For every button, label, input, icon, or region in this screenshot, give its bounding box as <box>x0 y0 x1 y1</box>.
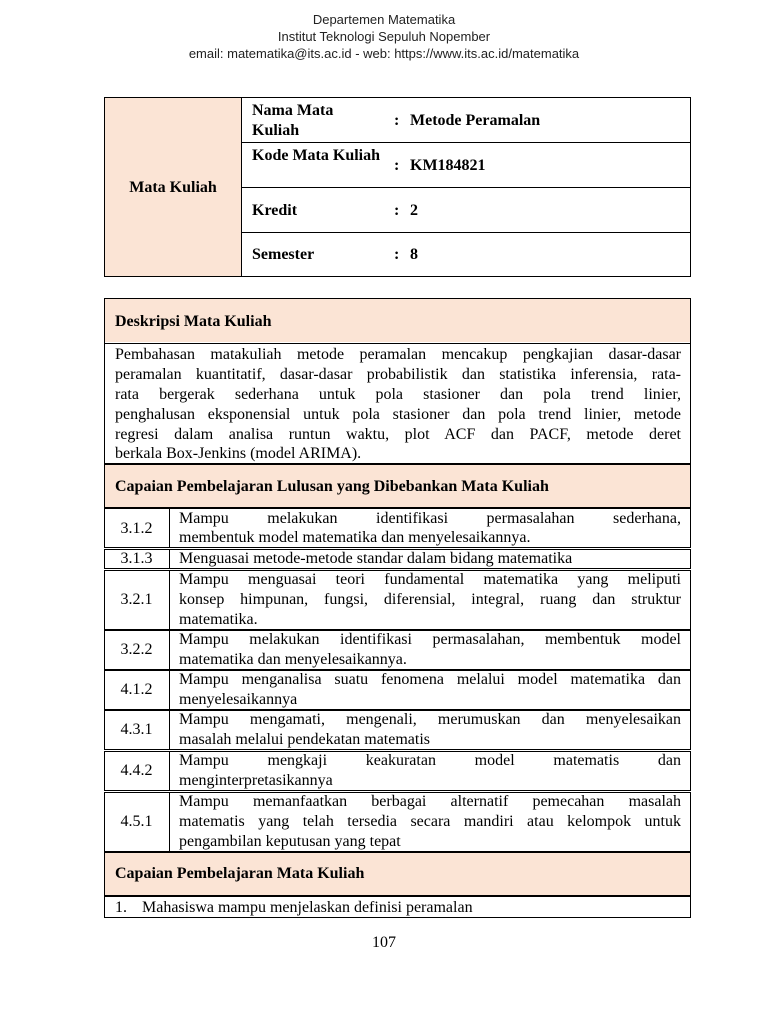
credit-value: 2 <box>410 202 418 219</box>
cpl-text-line: menginterpretasikannya <box>179 772 333 789</box>
cpl-code: 4.3.1 <box>120 721 153 738</box>
cpl-text-line: matematika dan menyelesaikannya. <box>179 651 407 668</box>
course-section-label: Mata Kuliah <box>129 179 217 196</box>
course-code-value: KM184821 <box>410 157 486 174</box>
cpl-text-line: Mampu mengkaji keakuratan model matematis dan <box>179 752 681 769</box>
cpl-text-line: Mampu menguasai teori fundamental matematika yang meliputi <box>179 571 681 588</box>
semester-value: 8 <box>410 246 418 263</box>
course-code-colon: : <box>394 157 400 174</box>
cpl-heading: Capaian Pembelajaran Lulusan yang Dibebankan Mata Kuliah <box>115 478 549 495</box>
cpl-text-line: membentuk model matematika dan menyelesaikannya. <box>179 529 531 546</box>
cpl-text-line: Mampu mengamati, mengenali, merumuskan dan menyelesaikan <box>179 711 681 728</box>
credit-label: Kredit <box>252 202 298 219</box>
course-code-label: Kode Mata Kuliah <box>252 147 381 164</box>
cpl-text-line: Mampu menganalisa suatu fenomena melalui model matematika dan <box>179 671 681 688</box>
description-line: Pembahasan matakuliah metode peramalan mencakup pengkajian dasar-dasar <box>115 346 681 363</box>
cpl-text-line: pengambilan keputusan yang tepat <box>179 833 401 850</box>
description-line: penghalusan eksponensial untuk pola stasioner dan pola trend linier, metode <box>115 406 681 423</box>
cpl-text-line: menyelesaikannya <box>179 691 298 708</box>
page-number: 107 <box>372 934 396 951</box>
contact-line: email: matematika@its.ac.id - web: https://www.its.ac.id/matematika <box>188 46 580 61</box>
cpl-text-line: konsep himpunan, fungsi, diferensial, integral, ruang dan struktur <box>179 591 681 608</box>
cpl-code: 3.1.2 <box>120 520 153 537</box>
credit-colon: : <box>394 202 400 219</box>
description-line: regresi dalam analisa runtun waktu, plot ACF dan PACF, metode deret <box>115 426 681 443</box>
institute-name: Institut Teknologi Sepuluh Nopember <box>277 29 491 44</box>
course-name-value: Metode Peramalan <box>410 112 541 129</box>
cpl-code: 3.1.3 <box>120 550 153 567</box>
description-line: peramalan kuantitatif, dasar-dasar probabilistik dan statistika inferensia, rata- <box>115 366 681 383</box>
cpl-text-line: matematika. <box>179 611 258 628</box>
cpmk-heading: Capaian Pembelajaran Mata Kuliah <box>115 865 365 882</box>
cpl-text-line: Menguasai metode-metode standar dalam bidang matematika <box>179 550 573 567</box>
description-heading: Deskripsi Mata Kuliah <box>115 313 272 330</box>
cpl-code: 4.4.2 <box>120 762 153 779</box>
cpl-text-line: matematis yang telah tersedia secara mandiri atau kelompok untuk <box>179 813 681 830</box>
course-name-label: Nama Mata Kuliah <box>252 102 334 139</box>
cpl-text-line: Mampu melakukan identifikasi permasalahan sederhana, <box>179 510 681 527</box>
cpl-code: 3.2.1 <box>120 591 153 608</box>
course-name-colon: : <box>394 112 400 129</box>
description-line: berkala Box-Jenkins (model ARIMA). <box>115 445 362 462</box>
cpl-code: 3.2.2 <box>120 641 153 658</box>
cpl-code: 4.5.1 <box>120 813 153 830</box>
cpl-text-line: Mampu melakukan identifikasi permasalahan, membentuk model <box>179 631 681 648</box>
description-line: rata bergerak sederhana untuk pola stasioner dan pola trend linier, <box>115 386 681 403</box>
cpl-text-line: Mampu memanfaatkan berbagai alternatif pemecahan masalah <box>179 793 681 810</box>
cpmk-number: 1. <box>115 899 127 916</box>
semester-colon: : <box>394 246 400 263</box>
cpl-code: 4.1.2 <box>120 681 153 698</box>
cpmk-text: Mahasiswa mampu menjelaskan definisi peramalan <box>142 899 473 916</box>
department-name: Departemen Matematika <box>312 12 456 27</box>
semester-label: Semester <box>252 246 315 263</box>
cpl-text-line: masalah melalui pendekatan matematis <box>179 731 431 748</box>
